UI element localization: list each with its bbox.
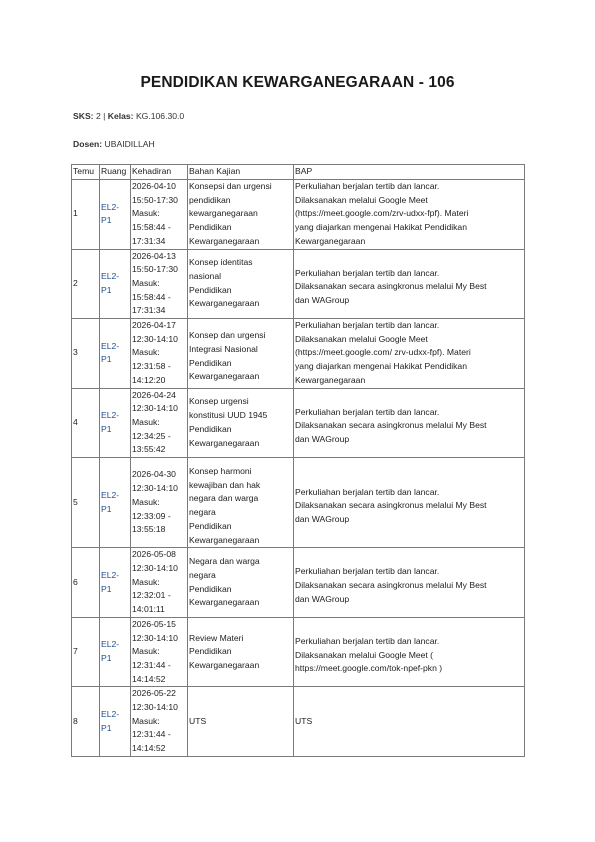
time-line: 12:31:44 - [132,659,171,670]
header-kehadiran: Kehadiran [131,165,188,180]
table-row [72,617,525,687]
bap-line: (https://meet.google.com/zrv-udxx-fpf). Materi [295,208,469,219]
time-line: 12:30-14:10 [132,562,178,573]
time-line: 13:55:18 [132,524,166,535]
room-line: EL2- [101,708,120,719]
time-line: 14:14:52 [132,743,166,754]
bap-cell [294,388,525,458]
room-cell [100,249,131,319]
topic-line: Pendidikan [189,646,232,657]
time-line: 12:30-14:10 [132,702,178,713]
time-line: 12:34:25 - [132,430,171,441]
room-cell [100,548,131,618]
kelas-value: KG.106.30.0 [135,111,185,121]
topic-line: Konsepsi dan urgensi [189,181,272,191]
table-row [72,548,525,618]
bap-cell [294,687,525,757]
meeting-number: 6 [72,548,100,618]
time-line: 12:31:58 - [132,361,171,372]
meeting-number: 2 [72,249,100,319]
room-line: EL2- [101,201,120,212]
time-line: 15:50-17:30 [132,264,178,275]
time-line: 15:50-17:30 [132,194,178,205]
room-line: P1 [101,583,112,594]
sks-label: SKS [73,111,91,121]
bap-line: (https://meet.google.com/ zrv-udxx-fpf). Materi [295,347,471,358]
attendance-cell [131,617,188,687]
bap-line: Dilaksanakan secara asingkronus melalui My Best [295,281,487,292]
bap-line: Dilaksanakan melalui Google Meet [295,333,428,344]
topic-line: kewarganegaraan [189,208,258,219]
room-cell [100,388,131,458]
time-line: 17:31:34 [132,305,166,316]
topic-line: Kewarganegaraan [189,659,260,670]
time-line: Masuk: [132,277,160,288]
time-line: 14:14:52 [132,673,166,684]
sks-value: 2 [95,111,101,121]
bap-line: dan WAGroup [295,434,350,445]
bap-line: Perkuliahan berjalan tertib dan lancar. [295,406,440,417]
time-line: 2026-04-30 [132,469,176,480]
meeting-number: 7 [72,617,100,687]
room-line: P1 [101,354,112,365]
topic-cell [188,548,294,618]
bap-line: dan WAGroup [295,514,350,525]
table-row [72,180,525,250]
meta-separator: | [103,111,106,121]
room-cell [100,458,131,548]
topic-line: Review Materi [189,632,244,643]
room-line: EL2- [101,489,120,500]
room-cell [100,319,131,389]
time-line: Masuk: [132,646,160,657]
topic-line: Pendidikan [189,222,232,233]
time-line: 17:31:34 [132,235,166,246]
time-line: 2026-05-22 [132,688,176,699]
time-line: Masuk: [132,208,160,219]
topic-line: negara [189,569,216,580]
time-line: 12:30-14:10 [132,632,178,643]
topic-line: Konsep urgensi [189,396,249,407]
topic-cell [188,388,294,458]
bap-cell [294,548,525,618]
topic-line: negara [189,507,216,518]
time-line: 12:32:01 - [132,590,171,601]
time-line: Masuk: [132,576,160,587]
topic-line: Pendidikan [189,520,232,531]
room-line: EL2- [101,271,120,282]
document-title: PENDIDIKAN KEWARGANEGARAAN - 106 [140,74,455,91]
bap-line: dan WAGroup [295,295,350,306]
bap-line: Dilaksanakan melalui Google Meet [295,194,428,205]
bap-line: yang diajarkan mengenai Hakikat Pendidikan [295,222,467,233]
time-line: 12:30-14:10 [132,483,178,494]
time-line: 2026-04-17 [132,320,176,331]
time-line: 15:58:44 - [132,222,171,233]
room-cell [100,687,131,757]
time-line: 12:31:44 - [132,729,171,740]
table-row [72,249,525,319]
table-row [72,687,525,757]
attendance-cell [131,548,188,618]
topic-cell [188,180,294,250]
room-line: EL2- [101,569,120,580]
topic-line: Pendidikan [189,284,232,295]
time-line: 2026-05-08 [132,549,176,560]
header-ruang: Ruang [100,165,131,180]
bap-cell [294,180,525,250]
time-line: 12:33:09 - [132,510,171,521]
dosen-label: Dosen [73,139,100,149]
bap-line: Perkuliahan berjalan tertib dan lancar. [295,267,440,278]
topic-line: Pendidikan [189,583,232,594]
bap-line: Perkuliahan berjalan tertib dan lancar. [295,320,440,331]
room-line: EL2- [101,340,120,351]
time-line: 14:12:20 [132,374,166,385]
room-cell [100,180,131,250]
bap-line: Perkuliahan berjalan tertib dan lancar. [295,181,440,191]
bap-line: Perkuliahan berjalan tertib dan lancar. [295,636,440,646]
topic-line: Pendidikan [189,423,232,434]
meeting-number: 5 [72,458,100,548]
topic-cell [188,687,294,757]
time-line: 12:30-14:10 [132,403,178,414]
time-line: 14:01:11 [132,604,165,615]
header-temu: Temu [72,165,100,180]
topic-line: kewajiban dan hak [189,479,261,490]
bap-line: Kewarganegaraan [295,235,366,246]
topic-line: nasional [189,271,222,282]
bap-cell [294,249,525,319]
course-meta: SKS: 2 | Kelas: KG.106.30.0 [73,111,185,121]
bap-cell [294,458,525,548]
time-line: 2026-05-15 [132,618,176,629]
time-line: 2026-04-24 [132,389,176,400]
table-row [72,319,525,389]
room-line: EL2- [101,410,120,421]
bap-cell [294,319,525,389]
topic-line: konstitusi UUD 1945 [189,410,268,421]
topic-line: Konsep dan urgensi [189,330,266,341]
topic-cell [188,249,294,319]
time-line: Masuk: [132,416,160,427]
bap-cell [294,617,525,687]
topic-line: Kewarganegaraan [189,437,260,448]
room-cell [100,617,131,687]
header-bahan-kajian: Bahan Kajian [188,165,294,180]
time-line: Masuk: [132,347,160,358]
bap-line: yang diajarkan mengenai Hakikat Pendidikan [295,361,467,372]
attendance-cell [131,388,188,458]
topic-line: UTS [189,715,207,726]
kelas-label: Kelas [107,111,131,121]
topic-line: Kewarganegaraan [189,597,260,608]
room-line: EL2- [101,639,120,650]
time-line: 12:30-14:10 [132,333,178,344]
topic-line: Negara dan warga [189,556,260,567]
topic-line: Kewarganegaraan [189,298,260,309]
lecturer-meta: Dosen: UBAIDILLAH [73,139,155,149]
topic-line: pendidikan [189,194,231,205]
meeting-number: 8 [72,687,100,757]
bap-line: Dilaksanakan secara asingkronus melalui My Best [295,500,487,511]
room-line: P1 [101,653,112,664]
topic-line: Kewarganegaraan [189,371,260,382]
bap-line: Dilaksanakan secara asingkronus melalui My Best [295,580,487,591]
attendance-cell [131,180,188,250]
room-line: P1 [101,284,112,295]
attendance-cell [131,249,188,319]
attendance-cell [131,687,188,757]
topic-cell [188,319,294,389]
bap-line: https://meet.google.com/tok-npef-pkn ) [295,663,443,674]
topic-line: Pendidikan [189,357,232,368]
attendance-cell [131,458,188,548]
time-line: 13:55:42 [132,444,166,455]
meeting-number: 4 [72,388,100,458]
room-line: P1 [101,503,112,514]
bap-line: dan WAGroup [295,593,350,604]
room-line: P1 [101,722,112,733]
time-line: Masuk: [132,496,160,507]
meeting-number: 3 [72,319,100,389]
room-line: P1 [101,423,112,434]
table-row [72,458,525,548]
topic-line: Konsep harmoni [189,466,252,477]
attendance-cell [131,319,188,389]
room-line: P1 [101,215,112,226]
topic-line: Kewarganegaraan [189,534,260,545]
topic-line: negara dan warga [189,493,259,504]
header-bap: BAP [294,165,525,180]
bap-line: Dilaksanakan melalui Google Meet ( [295,649,434,660]
bap-line: UTS [295,715,313,726]
topic-cell [188,458,294,548]
topic-line: Kewarganegaraan [189,235,260,246]
attendance-table [71,164,525,757]
dosen-value: UBAIDILLAH [104,139,155,149]
topic-line: Integrasi Nasional [189,344,258,355]
time-line: Masuk: [132,715,160,726]
time-line: 2026-04-13 [132,250,176,261]
topic-line: Konsep identitas [189,257,253,268]
time-line: 2026-04-10 [132,181,176,191]
topic-cell [188,617,294,687]
meeting-number: 1 [72,180,100,250]
bap-line: Dilaksanakan secara asingkronus melalui My Best [295,420,487,431]
table-row [72,388,525,458]
bap-line: Perkuliahan berjalan tertib dan lancar. [295,566,440,577]
bap-line: Kewarganegaraan [295,374,366,385]
table-header-row [72,165,525,180]
time-line: 15:58:44 - [132,291,171,302]
bap-line: Perkuliahan berjalan tertib dan lancar. [295,486,440,497]
